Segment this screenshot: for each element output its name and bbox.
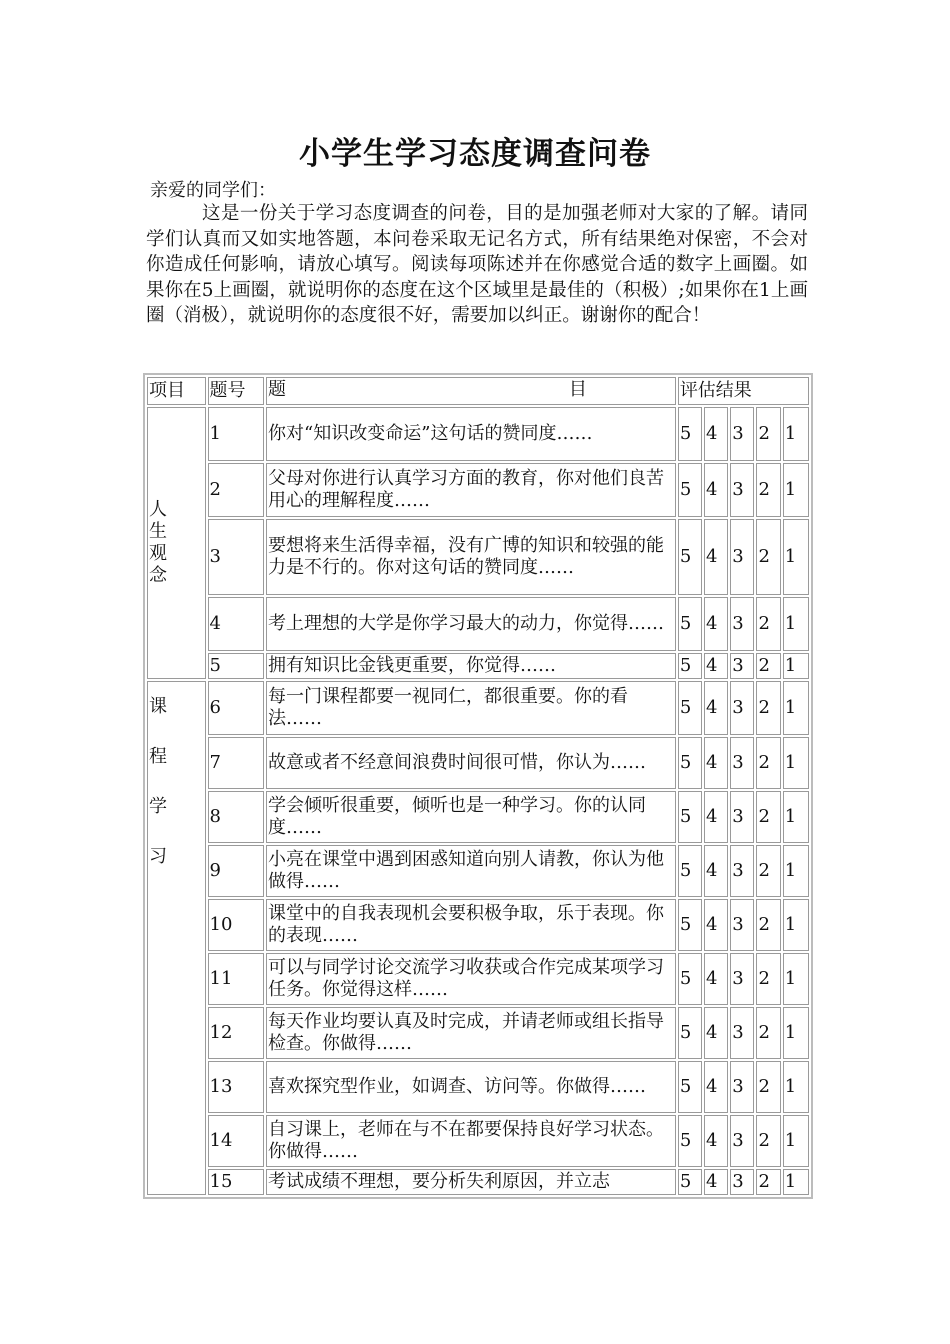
score-option[interactable]: 1 (783, 1169, 809, 1195)
score-option[interactable]: 3 (730, 1007, 754, 1059)
score-option[interactable]: 3 (730, 407, 754, 461)
question-text: 故意或者不经意间浪费时间很可惜，你认为…… (266, 737, 676, 789)
score-option[interactable]: 5 (678, 845, 702, 897)
question-text: 自习课上，老师在与不在都要保持良好学习状态。你做得…… (266, 1115, 676, 1167)
table-row (147, 845, 809, 897)
score-option[interactable]: 4 (704, 463, 728, 517)
page-title: 小学生学习态度调查问卷 (299, 136, 651, 172)
score-option[interactable]: 4 (704, 737, 728, 789)
score-option[interactable]: 3 (730, 519, 754, 595)
question-number: 14 (208, 1115, 265, 1167)
header-category: 项目 (147, 377, 206, 405)
question-number: 9 (208, 845, 265, 897)
category-life-outlook (147, 407, 206, 679)
score-option[interactable]: 1 (783, 681, 809, 735)
table-row (147, 791, 809, 843)
score-option[interactable]: 4 (704, 953, 728, 1005)
category-course-learning (147, 681, 206, 1195)
table-row (147, 1115, 809, 1167)
score-option[interactable]: 5 (678, 899, 702, 951)
category-char: 生 (149, 521, 167, 542)
intro-paragraph: 这是一份关于学习态度调查的问卷，目的是加强老师对大家的了解。请同学们认真而又如实地答题，本问卷采取无记名方式，所有结果绝对保密，不会对你造成任何影响，请放心填写。阅读每项陈述并在你感觉合适的数字上画圈。如果你在5上画圈，就说明你的态度在这个区域里是最佳的（积极）;如果你在1上画圈（消极），就说明你的态度很不好，需要加以纠正。谢谢你的配合！ (146, 203, 808, 326)
table-row (147, 1007, 809, 1059)
score-option[interactable]: 2 (756, 519, 780, 595)
score-option[interactable]: 2 (756, 1007, 780, 1059)
score-option[interactable]: 2 (756, 597, 780, 651)
score-option[interactable]: 2 (756, 653, 780, 679)
header-topic-right: 目 (568, 379, 587, 400)
question-text: 小亮在课堂中遇到困惑知道向别人请教，你认为他做得…… (266, 845, 676, 897)
score-option[interactable]: 1 (783, 791, 809, 843)
table-row (147, 681, 809, 735)
score-option[interactable]: 3 (730, 845, 754, 897)
score-option[interactable]: 1 (783, 1007, 809, 1059)
score-option[interactable]: 3 (730, 737, 754, 789)
question-text: 要想将来生活得幸福，没有广博的知识和较强的能力是不行的。你对这句话的赞同度…… (266, 519, 676, 595)
table-header-row (147, 377, 809, 405)
score-option[interactable]: 5 (678, 519, 702, 595)
score-option[interactable]: 2 (756, 463, 780, 517)
score-option[interactable]: 3 (730, 681, 754, 735)
question-text: 父母对你进行认真学习方面的教育，你对他们良苦用心的理解程度…… (266, 463, 676, 517)
score-option[interactable]: 4 (704, 1115, 728, 1167)
score-option[interactable]: 4 (704, 1007, 728, 1059)
score-option[interactable]: 1 (783, 1115, 809, 1167)
question-text: 考上理想的大学是你学习最大的动力，你觉得…… (266, 597, 676, 651)
table-row (147, 1169, 809, 1195)
score-option[interactable]: 3 (730, 597, 754, 651)
score-option[interactable]: 4 (704, 1169, 728, 1195)
score-option[interactable]: 1 (783, 519, 809, 595)
score-option[interactable]: 5 (678, 597, 702, 651)
greeting: 亲爱的同学们： (150, 180, 276, 201)
question-number: 5 (208, 653, 265, 679)
score-option[interactable]: 2 (756, 1115, 780, 1167)
score-option[interactable]: 5 (678, 953, 702, 1005)
questionnaire-table (143, 373, 813, 1199)
score-option[interactable]: 1 (783, 407, 809, 461)
question-number: 2 (208, 463, 265, 517)
question-number: 13 (208, 1061, 265, 1113)
score-option[interactable]: 4 (704, 845, 728, 897)
score-option[interactable]: 4 (704, 899, 728, 951)
header-topic (266, 377, 676, 405)
score-option[interactable]: 5 (678, 1115, 702, 1167)
score-option[interactable]: 5 (678, 791, 702, 843)
header-result: 评估结果 (678, 377, 809, 405)
category-char: 人 (149, 499, 167, 520)
category-char: 观 (149, 543, 167, 564)
score-option[interactable]: 1 (783, 953, 809, 1005)
table-row (147, 653, 809, 679)
score-option[interactable]: 1 (783, 845, 809, 897)
score-option[interactable]: 4 (704, 407, 728, 461)
question-text: 可以与同学讨论交流学习收获或合作完成某项学习任务。你觉得这样…… (266, 953, 676, 1005)
score-option[interactable]: 3 (730, 953, 754, 1005)
score-option[interactable]: 4 (704, 519, 728, 595)
score-option[interactable]: 1 (783, 899, 809, 951)
score-option[interactable]: 3 (730, 1169, 754, 1195)
score-option[interactable]: 3 (730, 899, 754, 951)
score-option[interactable]: 1 (783, 737, 809, 789)
score-option[interactable]: 4 (704, 1061, 728, 1113)
category-char: 习 (149, 846, 167, 867)
score-option[interactable]: 5 (678, 681, 702, 735)
score-option[interactable]: 3 (730, 1115, 754, 1167)
score-option[interactable]: 5 (678, 653, 702, 679)
header-topic-left: 题 (268, 379, 287, 400)
question-number: 1 (208, 407, 265, 461)
question-number: 15 (208, 1169, 265, 1195)
question-number: 3 (208, 519, 265, 595)
table-row (147, 737, 809, 789)
question-number: 12 (208, 1007, 265, 1059)
score-option[interactable]: 1 (783, 653, 809, 679)
score-option[interactable]: 3 (730, 1061, 754, 1113)
question-text: 学会倾听很重要，倾听也是一种学习。你的认同度…… (266, 791, 676, 843)
score-option[interactable]: 2 (756, 899, 780, 951)
score-option[interactable]: 2 (756, 1061, 780, 1113)
category-char: 课 (149, 696, 167, 717)
question-text: 每天作业均要认真及时完成，并请老师或组长指导检查。你做得…… (266, 1007, 676, 1059)
question-number: 6 (208, 681, 265, 735)
question-text: 每一门课程都要一视同仁，都很重要。你的看法…… (266, 681, 676, 735)
score-option[interactable]: 2 (756, 791, 780, 843)
table-row (147, 1061, 809, 1113)
question-number: 10 (208, 899, 265, 951)
table-row (147, 597, 809, 651)
score-option[interactable]: 4 (704, 597, 728, 651)
question-number: 7 (208, 737, 265, 789)
score-option[interactable]: 2 (756, 845, 780, 897)
score-option[interactable]: 5 (678, 407, 702, 461)
score-option[interactable]: 5 (678, 1007, 702, 1059)
score-option[interactable]: 5 (678, 1061, 702, 1113)
table-row (147, 899, 809, 951)
category-char: 程 (149, 746, 167, 767)
question-text: 拥有知识比金钱更重要，你觉得…… (266, 653, 676, 679)
question-number: 8 (208, 791, 265, 843)
score-option[interactable]: 2 (756, 737, 780, 789)
question-text: 喜欢探究型作业，如调查、访问等。你做得…… (266, 1061, 676, 1113)
score-option[interactable]: 3 (730, 463, 754, 517)
table-row (147, 463, 809, 517)
score-option[interactable]: 3 (730, 653, 754, 679)
score-option[interactable]: 4 (704, 791, 728, 843)
score-option[interactable]: 5 (678, 737, 702, 789)
question-number: 4 (208, 597, 265, 651)
score-option[interactable]: 4 (704, 653, 728, 679)
score-option[interactable]: 2 (756, 681, 780, 735)
category-char: 念 (149, 565, 167, 586)
header-number: 题号 (208, 377, 265, 405)
score-option[interactable]: 4 (704, 681, 728, 735)
score-option[interactable]: 2 (756, 1169, 780, 1195)
question-text: 课堂中的自我表现机会要积极争取，乐于表现。你的表现…… (266, 899, 676, 951)
score-option[interactable]: 2 (756, 407, 780, 461)
score-option[interactable]: 3 (730, 791, 754, 843)
question-number: 11 (208, 953, 265, 1005)
score-option[interactable]: 5 (678, 463, 702, 517)
score-option[interactable]: 1 (783, 597, 809, 651)
category-char: 学 (149, 796, 167, 817)
score-option[interactable]: 1 (783, 1061, 809, 1113)
score-option[interactable]: 1 (783, 463, 809, 517)
score-option[interactable]: 5 (678, 1169, 702, 1195)
table-row (147, 519, 809, 595)
table-row (147, 407, 809, 461)
question-text: 考试成绩不理想，要分析失利原因，并立志 (266, 1169, 676, 1195)
score-option[interactable]: 2 (756, 953, 780, 1005)
question-text: 你对“知识改变命运”这句话的赞同度…… (266, 407, 676, 461)
table-row (147, 953, 809, 1005)
